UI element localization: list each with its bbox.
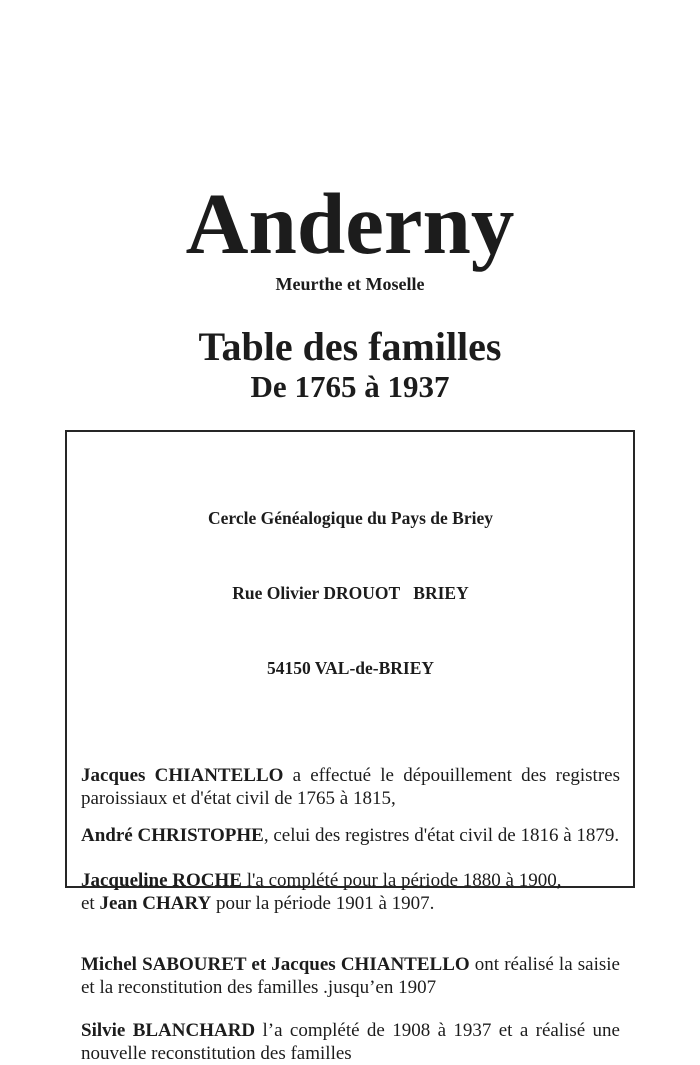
text-segment: et la reconstitution des familles .jusqu’en 1907 xyxy=(81,977,437,998)
text-segment: a effectué le dépouillement des registres xyxy=(283,765,620,786)
text-segment: ont réalisé la saisie xyxy=(469,954,620,975)
text-segment: Jacques CHIANTELLO xyxy=(81,765,284,786)
page-subtitle: Meurthe et Moselle xyxy=(275,274,425,294)
text-line xyxy=(81,892,620,915)
text-segment: Jean CHARY xyxy=(99,893,212,914)
text-segment: , celui des registres d'état civil de 1816 à 1879. xyxy=(263,825,620,846)
paragraph-sabouret xyxy=(81,953,620,999)
paragraph-blanchard xyxy=(81,1019,620,1065)
org-street: Rue Olivier DROUOT BRIEY xyxy=(232,583,469,603)
text-segment: paroissiaux et d'état civil de 1765 à 1815, xyxy=(81,788,396,809)
paragraph-chiantello xyxy=(81,764,620,810)
text-line xyxy=(81,824,620,847)
text-segment: et xyxy=(81,893,100,914)
text-segment: André CHRISTOPHE xyxy=(81,825,264,846)
paragraph-roche-chary xyxy=(81,869,620,915)
text-line xyxy=(81,787,620,810)
text-segment: Silvie BLANCHARD xyxy=(81,1020,256,1041)
text-line xyxy=(81,953,620,976)
info-box xyxy=(65,430,635,1064)
text-line xyxy=(81,1042,620,1065)
text-segment: Jacqueline ROCHE xyxy=(81,870,242,891)
text-segment: pour la période 1901 à 1907. xyxy=(211,893,435,914)
org-name: Cercle Généalogique du Pays de Briey xyxy=(208,508,493,528)
period-title: De 1765 à 1937 xyxy=(250,369,450,404)
section-title: Table des familles xyxy=(198,324,502,369)
text-line xyxy=(81,1019,620,1042)
text-segment: nouvelle reconstitution des familles xyxy=(81,1043,352,1064)
text-line xyxy=(81,764,620,787)
text-segment: l'a complété pour la période 1880 à 1900, xyxy=(241,870,562,891)
paragraph-christophe xyxy=(81,824,620,847)
text-line xyxy=(81,976,620,999)
text-segment: Michel SABOURET et Jacques CHIANTELLO xyxy=(81,954,470,975)
org-block xyxy=(81,456,620,731)
text-line xyxy=(81,869,620,892)
page-title: Anderny xyxy=(185,175,515,272)
org-city: 54150 VAL-de-BRIEY xyxy=(266,658,435,678)
text-segment: l’a complété de 1908 à 1937 et a réalisé une xyxy=(255,1020,620,1041)
